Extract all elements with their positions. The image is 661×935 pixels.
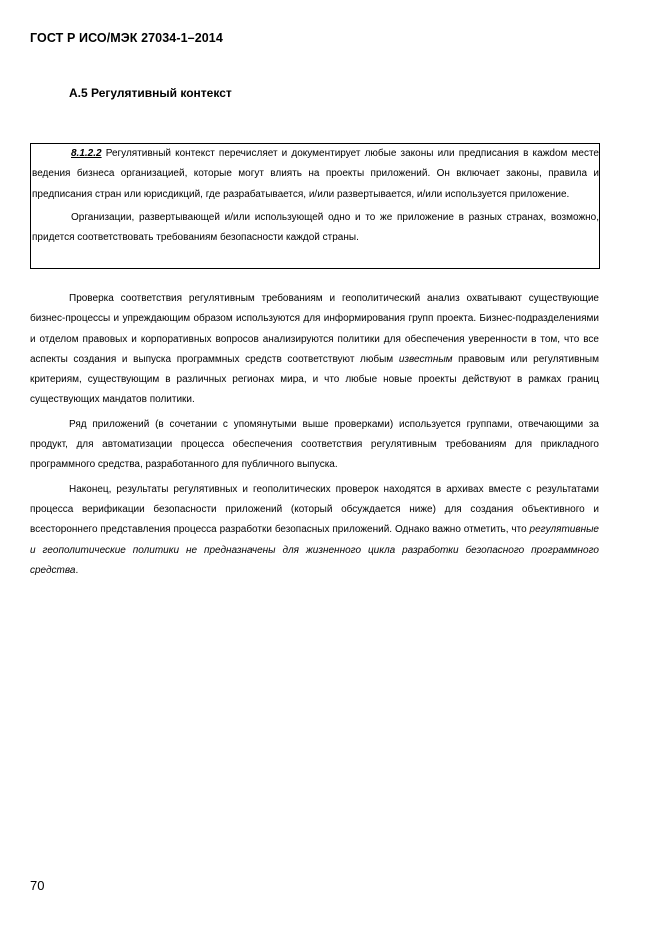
body-paragraph-2: Ряд приложений (в сочетании с упомянутыми выше проверками) используется группами, отвечающими за продукт, для автоматизации процесса обеспечения соответствия регулятивным требованиям для прикладного программного средства, разработанного для публичного выпуска. bbox=[30, 418, 599, 471]
body-paragraph-3 bbox=[30, 480, 599, 581]
body-paragraph-1 bbox=[30, 289, 599, 411]
quoted-paragraph-1-text: Регулятивный контекст перечисляет и документирует любые законы или предписания в кажdом месте ведения бизнеса организацией, которые могут влиять на проекты приложений. Он включает законы, правила и предписания стран или юрисдикций, где разрабатывается, и/или развертывается, и/или используется приложение. bbox=[32, 148, 599, 200]
body-paragraph-3-emphasis: регулятивные и геополитические политики не предназначены для жизненного цикла разработки безопасного программного средства bbox=[30, 524, 599, 576]
page-number: 70 bbox=[30, 878, 45, 893]
clause-reference: 8.1.2.2 bbox=[71, 148, 102, 159]
body-paragraph-3-start: Наконец, результаты регулятивных и геополитических проверок находятся в архивах вместе с результатами процесса верификации безопасности приложений (который обсуждается ниже) для создания объективного и всестороннего представления процесса разработки безопасных приложений. Однако важно отметить, что bbox=[30, 483, 599, 536]
quoted-clause-box bbox=[30, 143, 600, 269]
body-paragraph-1-emphasis: известным bbox=[398, 353, 453, 365]
body-paragraph-1-start: Проверка соответствия регулятивным требованиям и геополитический анализ охватывают существующие бизнес-процессы и упреждающим образом используются для информирования групп проекта. Бизнес-подразделениями и отделом правовых и корпоративных вопросов анализируются политики для обеспечения уверенности в том, что все аспекты создания и выпуска программных средств соответствуют любым bbox=[30, 293, 599, 365]
body-text bbox=[30, 289, 599, 585]
section-title: А.5 Регулятивный контекст bbox=[69, 86, 232, 100]
body-paragraph-3-end: . bbox=[75, 564, 79, 576]
quoted-paragraph-2: Организации, развертывающей и/или использующей одно и то же приложение в разных странах, возможно, придется соответствовать требованиям безопасности каждой страны. bbox=[32, 211, 599, 244]
quoted-paragraph-1 bbox=[31, 144, 599, 205]
body-paragraph-1-end: правовым или регулятивным критериям, существующим в различных регионах мира, и что любые новые проекты действуют в рамках границ существующих мандатов политики. bbox=[30, 353, 599, 406]
document-header: ГОСТ Р ИСО/МЭК 27034-1–2014 bbox=[30, 31, 223, 45]
